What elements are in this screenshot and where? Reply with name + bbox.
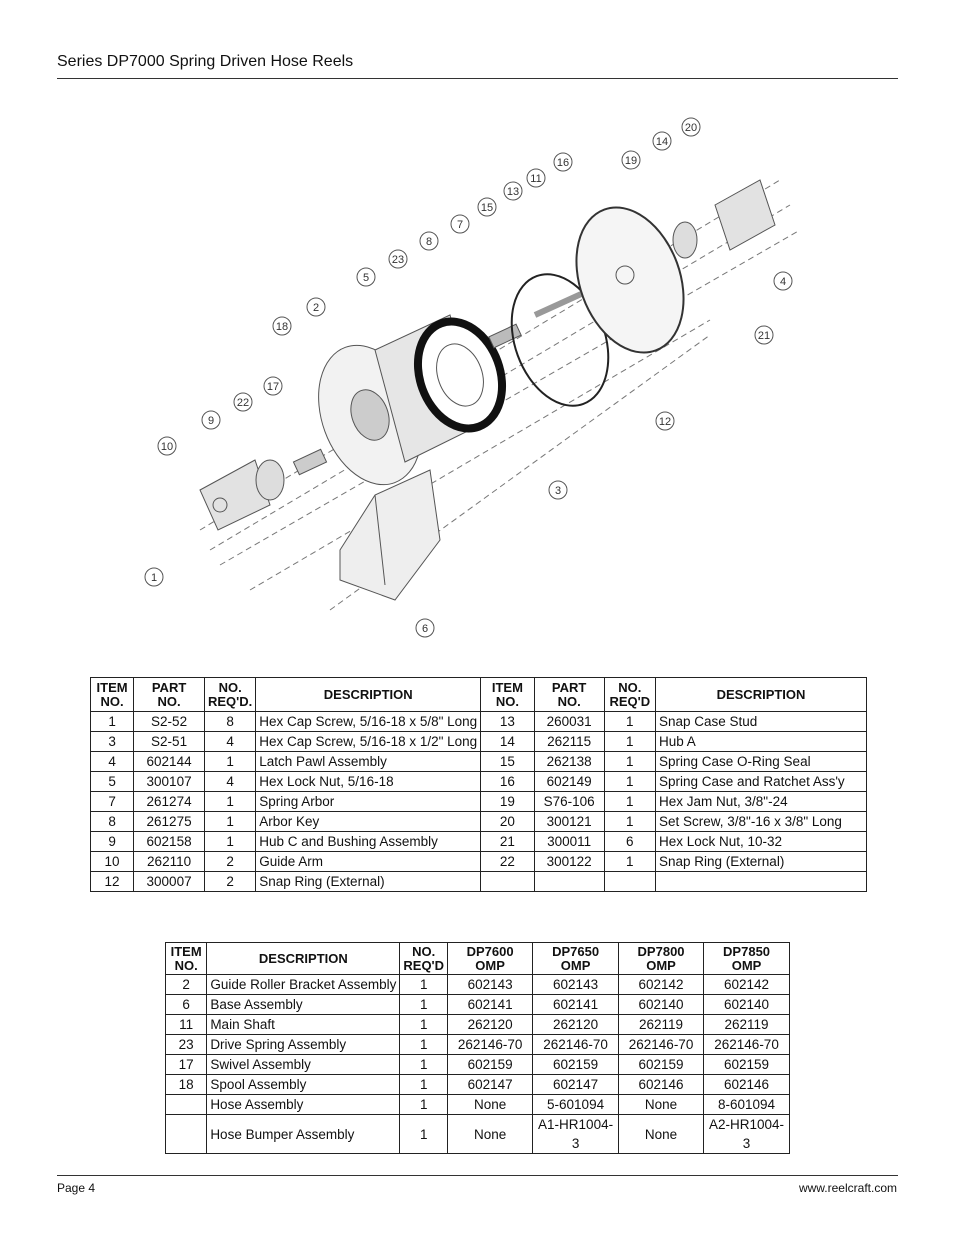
callout-label: 12	[658, 416, 672, 428]
column-header: NO. REQ'D.	[205, 678, 256, 712]
table-cell: 262120	[533, 1015, 619, 1035]
table-cell: 1	[205, 792, 256, 812]
table-cell: 13	[481, 712, 534, 732]
column-header: NO. REQ'D	[400, 943, 448, 975]
table-cell: 602144	[134, 752, 205, 772]
table-cell: 261274	[134, 792, 205, 812]
table-cell: None	[448, 1115, 533, 1154]
table-cell: 602143	[533, 975, 619, 995]
table-cell: Arbor Key	[256, 812, 481, 832]
table-cell: Hose Assembly	[207, 1095, 400, 1115]
table-cell: 262146-70	[619, 1035, 704, 1055]
table-cell: 3	[91, 732, 134, 752]
table-cell: 20	[481, 812, 534, 832]
table-row	[91, 712, 867, 732]
table-cell: 6	[604, 832, 655, 852]
table-row	[166, 1035, 790, 1055]
table-cell: 602149	[534, 772, 604, 792]
table-cell: 4	[205, 732, 256, 752]
table-cell: Hose Bumper Assembly	[207, 1115, 400, 1154]
table-cell: Base Assembly	[207, 995, 400, 1015]
table-cell: A2-HR1004-3	[704, 1115, 790, 1154]
table-cell: 4	[91, 752, 134, 772]
table-cell: Hex Lock Nut, 5/16-18	[256, 772, 481, 792]
table-row	[91, 772, 867, 792]
table-cell	[481, 872, 534, 892]
table-cell: 22	[481, 852, 534, 872]
table-cell	[604, 872, 655, 892]
omp-table	[165, 942, 790, 1154]
table-cell: 602147	[448, 1075, 533, 1095]
column-header: ITEM NO.	[166, 943, 207, 975]
table-cell: 1	[400, 1095, 448, 1115]
column-header: DESCRIPTION	[207, 943, 400, 975]
website-link[interactable]: www.reelcraft.com	[798, 1181, 897, 1195]
callout-label: 15	[480, 202, 494, 214]
table-cell: 1	[91, 712, 134, 732]
table-cell: Spring Case and Ratchet Ass'y	[656, 772, 867, 792]
table-cell: 10	[91, 852, 134, 872]
table-row	[91, 812, 867, 832]
callout-label: 10	[160, 441, 174, 453]
table-cell: 1	[205, 832, 256, 852]
exploded-diagram	[140, 110, 820, 640]
table-cell: 17	[166, 1055, 207, 1075]
table-cell: Hex Lock Nut, 10-32	[656, 832, 867, 852]
table-cell: 262146-70	[533, 1035, 619, 1055]
table-cell: 262119	[704, 1015, 790, 1035]
footer-rule	[57, 1175, 898, 1176]
table-cell: 1	[400, 975, 448, 995]
table-cell: 262119	[619, 1015, 704, 1035]
table-row	[91, 852, 867, 872]
table-cell: 602141	[533, 995, 619, 1015]
table-cell: 8-601094	[704, 1095, 790, 1115]
callout-label: 21	[757, 330, 771, 342]
table-cell: 1	[604, 752, 655, 772]
callout-label: 5	[362, 272, 370, 284]
table-cell: 1	[400, 1035, 448, 1055]
table-cell: 16	[481, 772, 534, 792]
page-title: Series DP7000 Spring Driven Hose Reels	[57, 53, 354, 70]
table-cell: 262110	[134, 852, 205, 872]
table-cell: 1	[400, 995, 448, 1015]
table-row	[166, 1015, 790, 1035]
callout-label: 6	[421, 623, 429, 635]
table-cell: 602146	[619, 1075, 704, 1095]
table-cell: Hex Cap Screw, 5/16-18 x 5/8" Long	[256, 712, 481, 732]
table-cell: Hub A	[656, 732, 867, 752]
table-cell: 602159	[448, 1055, 533, 1075]
column-header: DP7850 OMP	[704, 943, 790, 975]
table-cell: 1	[400, 1075, 448, 1095]
column-header: PART NO.	[134, 678, 205, 712]
table-cell: 1	[604, 712, 655, 732]
table-row	[91, 792, 867, 812]
column-header: DESCRIPTION	[256, 678, 481, 712]
table-cell: 602142	[704, 975, 790, 995]
table-cell: 602141	[448, 995, 533, 1015]
table-cell: Spring Case O-Ring Seal	[656, 752, 867, 772]
table-cell: 1	[604, 812, 655, 832]
table-cell: 14	[481, 732, 534, 752]
table-cell: 1	[604, 792, 655, 812]
column-header: ITEM NO.	[91, 678, 134, 712]
column-header: DP7600 OMP	[448, 943, 533, 975]
callout-label: 20	[684, 122, 698, 134]
table-cell: Hex Cap Screw, 5/16-18 x 1/2" Long	[256, 732, 481, 752]
table-cell: 262146-70	[704, 1035, 790, 1055]
table-cell: Hub C and Bushing Assembly	[256, 832, 481, 852]
callout-label: 11	[530, 173, 542, 185]
table-cell: Snap Ring (External)	[256, 872, 481, 892]
table-cell: 1	[205, 812, 256, 832]
table-cell: 300121	[534, 812, 604, 832]
table-cell: 602140	[704, 995, 790, 1015]
table-cell: Swivel Assembly	[207, 1055, 400, 1075]
table-cell: 300107	[134, 772, 205, 792]
table-cell: Guide Roller Bracket Assembly	[207, 975, 400, 995]
table-cell	[166, 1095, 207, 1115]
table-cell	[534, 872, 604, 892]
callout-label: 23	[391, 254, 405, 266]
table-cell: Spring Arbor	[256, 792, 481, 812]
table-row	[166, 1095, 790, 1115]
table-cell: 1	[205, 752, 256, 772]
table-cell: 8	[205, 712, 256, 732]
table-cell: 261275	[134, 812, 205, 832]
table-cell: 21	[481, 832, 534, 852]
table-cell: Guide Arm	[256, 852, 481, 872]
table-cell: 23	[166, 1035, 207, 1055]
column-header: NO. REQ'D	[604, 678, 655, 712]
table-row	[166, 1075, 790, 1095]
table-cell: 262120	[448, 1015, 533, 1035]
table-cell: 11	[166, 1015, 207, 1035]
callout-label: 1	[150, 572, 158, 584]
table-cell: 15	[481, 752, 534, 772]
table-row	[91, 872, 867, 892]
table-cell: 602142	[619, 975, 704, 995]
column-header: DESCRIPTION	[656, 678, 867, 712]
table-cell: 1	[604, 852, 655, 872]
page-number: Page 4	[57, 1181, 96, 1195]
table-cell: S2-51	[134, 732, 205, 752]
table-cell: 602147	[533, 1075, 619, 1095]
callout-label: 13	[506, 186, 520, 198]
table-cell: 262146-70	[448, 1035, 533, 1055]
table-cell: 8	[91, 812, 134, 832]
table-cell: 1	[400, 1115, 448, 1154]
table-cell: Snap Ring (External)	[656, 852, 867, 872]
callout-label: 8	[425, 236, 433, 248]
callout-label: 2	[312, 302, 320, 314]
header-rule	[57, 78, 898, 79]
table-cell: 300007	[134, 872, 205, 892]
table-cell: 300011	[534, 832, 604, 852]
table-row	[166, 1055, 790, 1075]
callout-label: 18	[275, 321, 289, 333]
table-cell: 262115	[534, 732, 604, 752]
table-cell: 602158	[134, 832, 205, 852]
table-cell: 2	[205, 852, 256, 872]
table-cell: 300122	[534, 852, 604, 872]
table-cell: 4	[205, 772, 256, 792]
table-cell: S76-106	[534, 792, 604, 812]
table-cell: Snap Case Stud	[656, 712, 867, 732]
table-cell	[656, 872, 867, 892]
table-cell: 602146	[704, 1075, 790, 1095]
table-cell: 260031	[534, 712, 604, 732]
callout-label: 9	[207, 415, 215, 427]
table-cell: 2	[205, 872, 256, 892]
table-row	[91, 732, 867, 752]
table-cell: 1	[604, 772, 655, 792]
callout-label: 19	[624, 155, 638, 167]
table-row	[91, 832, 867, 852]
callout-label: 22	[236, 397, 250, 409]
table-cell: 19	[481, 792, 534, 812]
table-row	[166, 1115, 790, 1154]
callout-label: 17	[266, 381, 280, 393]
column-header: ITEM NO.	[481, 678, 534, 712]
table-cell: 5-601094	[533, 1095, 619, 1115]
table-cell: Drive Spring Assembly	[207, 1035, 400, 1055]
table-cell: 9	[91, 832, 134, 852]
table-cell: 602159	[619, 1055, 704, 1075]
table-cell: 1	[400, 1055, 448, 1075]
table-cell: 1	[604, 732, 655, 752]
table-cell: Spool Assembly	[207, 1075, 400, 1095]
table-cell: 1	[400, 1015, 448, 1035]
parts-table	[90, 677, 867, 892]
table-cell: 602140	[619, 995, 704, 1015]
table-cell: 262138	[534, 752, 604, 772]
table-cell: S2-52	[134, 712, 205, 732]
table-cell: None	[619, 1115, 704, 1154]
column-header: DP7650 OMP	[533, 943, 619, 975]
callout-label: 16	[556, 157, 570, 169]
column-header: PART NO.	[534, 678, 604, 712]
column-header: DP7800 OMP	[619, 943, 704, 975]
table-row	[166, 995, 790, 1015]
table-cell: 602159	[704, 1055, 790, 1075]
table-cell: 18	[166, 1075, 207, 1095]
table-cell: 7	[91, 792, 134, 812]
table-cell: Main Shaft	[207, 1015, 400, 1035]
table-cell: Hex Jam Nut, 3/8"-24	[656, 792, 867, 812]
table-cell: 2	[166, 975, 207, 995]
table-cell: 602159	[533, 1055, 619, 1075]
table-row	[91, 752, 867, 772]
callout-label: 3	[554, 485, 562, 497]
table-cell: Set Screw, 3/8"-16 x 3/8" Long	[656, 812, 867, 832]
table-row	[166, 975, 790, 995]
table-cell: A1-HR1004-3	[533, 1115, 619, 1154]
table-cell: 5	[91, 772, 134, 792]
table-cell: 602143	[448, 975, 533, 995]
callout-label: 14	[655, 136, 669, 148]
table-cell: 6	[166, 995, 207, 1015]
table-cell: 12	[91, 872, 134, 892]
table-cell	[166, 1115, 207, 1154]
callout-label: 7	[456, 219, 464, 231]
table-cell: None	[619, 1095, 704, 1115]
table-cell: Latch Pawl Assembly	[256, 752, 481, 772]
callout-label: 4	[779, 276, 787, 288]
table-cell: None	[448, 1095, 533, 1115]
